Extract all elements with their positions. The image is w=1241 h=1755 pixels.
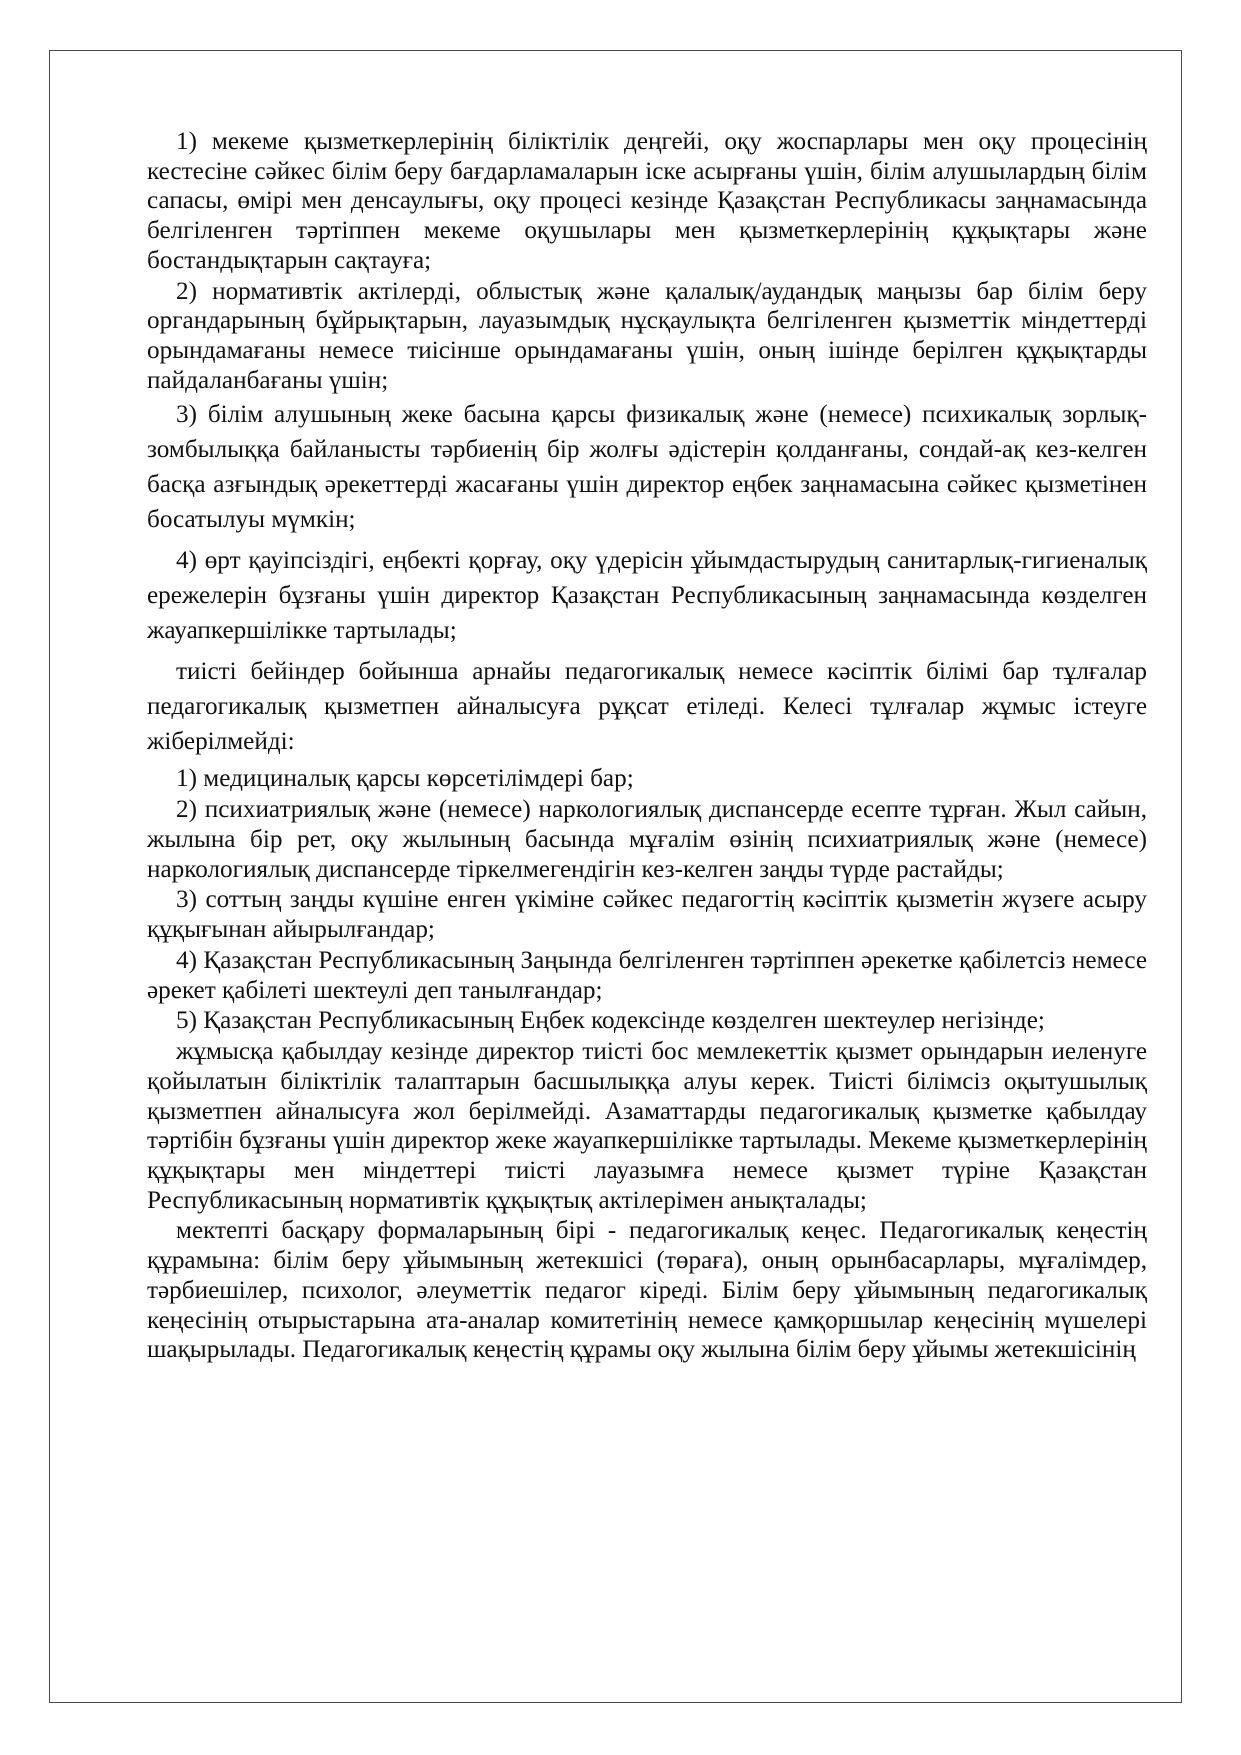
- paragraph-admission-intro: тиісті бейіндер бойынша арнайы педагогикалық немесе кәсіптік білімі бар тұлғалар педагогикалық қызметпен айналысуға рұқсат етіледі. Келесі тұлғалар жұмыс істеуге жіберілмейді:: [147, 657, 1147, 756]
- paragraph-responsibility-4: 4) өрт қауіпсіздігі, еңбекті қорғау, оқу үдерісін ұйымдастырудың санитарлық-гигиеналық ережелерін бұзғаны үшін директор Қазақстан Республикасының заңнамасында көзделген жауапкершілікке тартылады;: [147, 546, 1147, 645]
- paragraph-restriction-1: 1) медициналық қарсы көрсетілімдері бар;: [176, 765, 634, 793]
- paragraph-restriction-2: 2) психиатриялық және (немесе) наркологиялық диспансерде есепте тұрған. Жыл сайын, жылына бір рет, оқу жылының басында мұғалім өзінің психиатриялық және (немесе) наркологиялық диспансерде тіркелмегендігін кез-келген заңды түрде растайды;: [147, 796, 1147, 883]
- paragraph-pedagogical-council: мектепті басқару формаларының бірі - педагогикалық кеңес. Педагогикалық кеңестің құрамына: білім беру ұйымының жетекшісі (төраға), оның орынбасарлары, мұғалімдер, тәрбиешілер, психолог, әлеуметтік педагог кіреді. Білім беру ұйымының педагогикалық кеңесінің отырыстарына ата-аналар комитетінің немесе қамқоршылар кеңесінің мүшелері шақырылады. Педагогикалық кеңестің құрамы оқу жылына білім беру ұйымы жетекшісінің: [147, 1217, 1147, 1364]
- paragraph-responsibility-1: 1) мекеме қызметкерлерінің біліктілік деңгейі, оқу жоспарлары мен оқу процесінің кестесіне сәйкес білім беру бағдарламаларын іске асырғаны үшін, білім алушылардың білім сапасы, өмірі мен денсаулығы, оқу процесі кезінде Қазақстан Республикасы заңнамасында белгіленген тәртіппен мекеме оқушылары мен қызметкерлерінің құқықтары және бостандықтарын сақтауға;: [147, 128, 1147, 274]
- paragraph-hiring: жұмысқа қабылдау кезінде директор тиісті бос мемлекеттік қызмет орындарын иеленуге қойылатын біліктілік талаптарын басшылыққа алуы керек. Тиісті білімсіз оқытушылық қызметпен айналысуға жол берілмейді. Азаматтарды педагогикалық қызметке қабылдау тәртібін бұзғаны үшін директор жеке жауапкершілікке тартылады. Мекеме қызметкерлерінің құқықтары мен міндеттері тиісті лауазымға немесе қызмет түріне Қазақстан Республикасының нормативтік құқықтық актілерімен анықталады;: [147, 1038, 1147, 1214]
- paragraph-responsibility-3: 3) білім алушының жеке басына қарсы физикалық және (немесе) психикалық зорлық-зомбылыққа байланысты тәрбиенің бір жолғы әдістерін қолданғаны, сондай-ақ кез-келген басқа азғындық әрекеттерді жасағаны үшін директор еңбек заңнамасына сәйкес қызметінен босатылуы мүмкін;: [147, 400, 1147, 534]
- paragraph-restriction-5: 5) Қазақстан Республикасының Еңбек кодексінде көзделген шектеулер негізінде;: [176, 1007, 1045, 1035]
- paragraph-responsibility-2: 2) нормативтік актілерді, облыстық және қалалық/аудандық маңызы бар білім беру органдарының бұйрықтарын, лауазымдық нұсқаулықта белгіленген қызметтік міндеттерді орындамағаны немесе тиісінше орындамағаны үшін, оның ішінде берілген құқықтарды пайдаланбағаны үшін;: [147, 277, 1147, 394]
- paragraph-restriction-3: 3) соттың заңды күшіне енген үкіміне сәйкес педагогтің кәсіптік қызметін жүзеге асыру құқығынан айырылғандар;: [147, 886, 1147, 944]
- document-body: [147, 127, 1147, 1366]
- paragraph-restriction-4: 4) Қазақстан Республикасының Заңында белгіленген тәртіппен әрекетке қабілетсіз немесе әрекет қабілеті шектеулі деп танылғандар;: [147, 946, 1147, 1004]
